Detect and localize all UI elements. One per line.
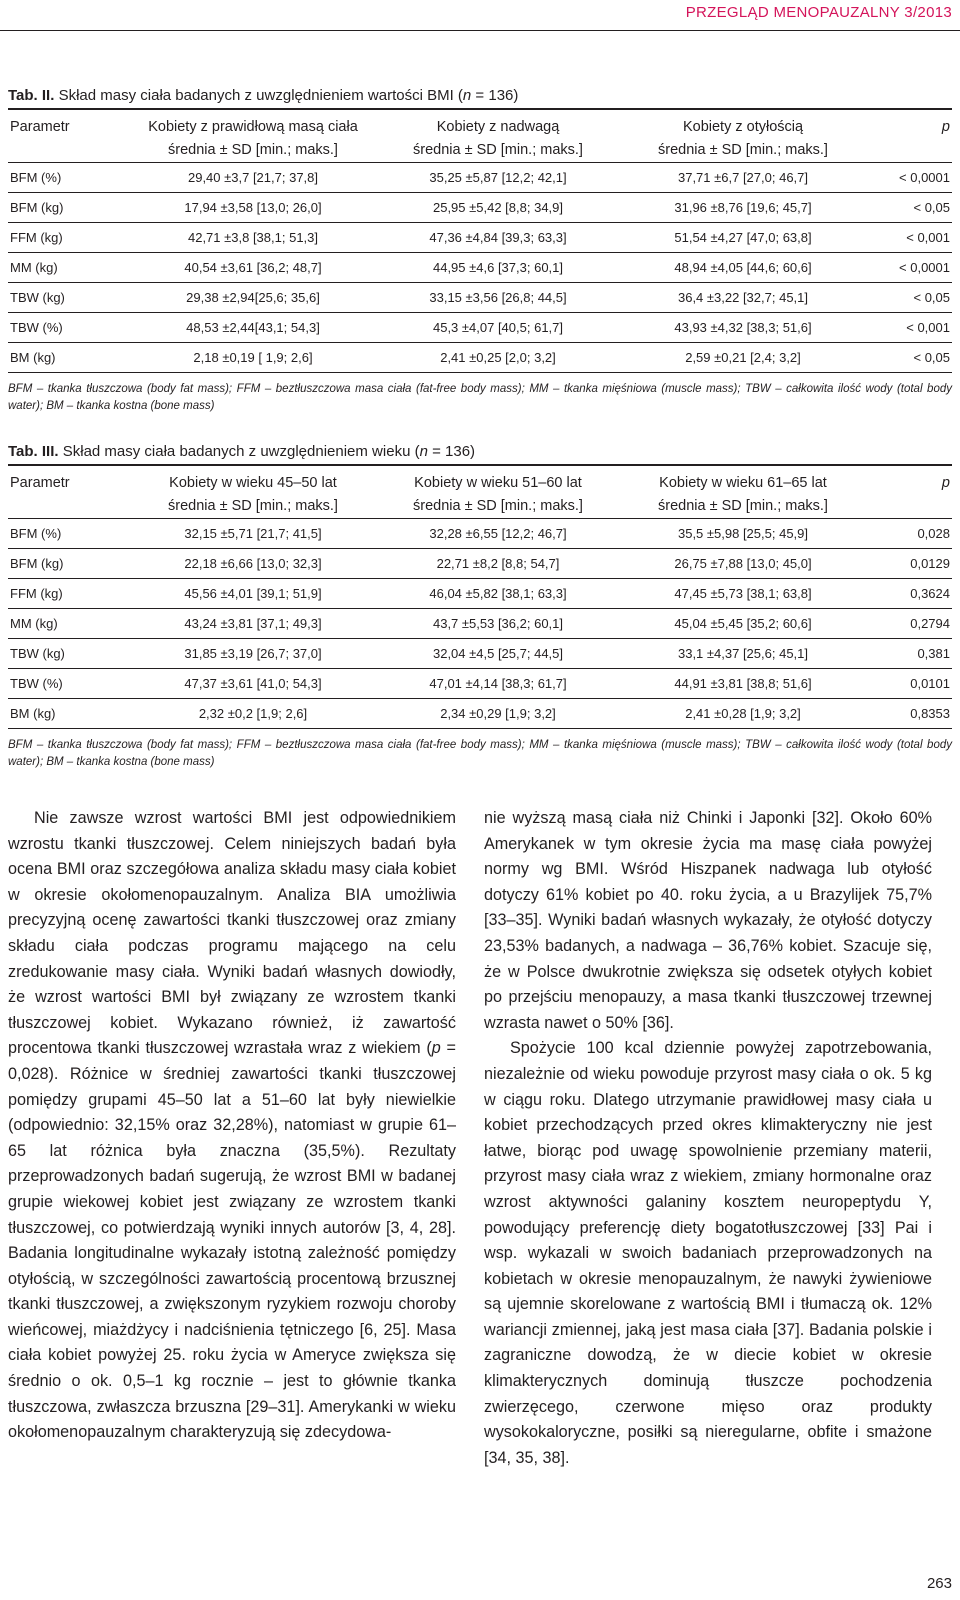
cell-col1: 32,15 ±5,71 [21,7; 41,5] bbox=[128, 519, 378, 549]
table-row bbox=[8, 313, 952, 343]
cell-col2: 47,01 ±4,14 [38,3; 61,7] bbox=[378, 669, 618, 699]
cell-col2: 2,34 ±0,29 [1,9; 3,2] bbox=[378, 699, 618, 729]
cell-col2: 32,28 ±6,55 [12,2; 46,7] bbox=[378, 519, 618, 549]
paragraph bbox=[8, 806, 456, 1446]
body-right-column bbox=[484, 806, 932, 1471]
cell-col1: 2,32 ±0,2 [1,9; 2,6] bbox=[128, 699, 378, 729]
paragraph-p-symbol: p bbox=[431, 1039, 441, 1058]
table-3-footnote: BFM – tkanka tłuszczowa (body fat mass); FFM – beztłuszczowa masa ciała (fat-free body mass); MM – tkanka mięśniowa (muscle mass); TBW – całkowita ilość wody (total body water); BM – tkanka kostna (bone mass) bbox=[8, 739, 952, 768]
table-2-footnote: BFM – tkanka tłuszczowa (body fat mass); FFM – beztłuszczowa masa ciała (fat-free body mass); MM – tkanka mięśniowa (muscle mass); TBW – całkowita ilość wody (total body water); BM – tkanka kostna (bone mass) bbox=[8, 383, 952, 412]
cell-parametr: BFM (kg) bbox=[8, 549, 128, 579]
table-3-header-col3: Kobiety w wieku 61–65 lat bbox=[618, 465, 868, 494]
cell-col1: 42,71 ±3,8 [38,1; 51,3] bbox=[128, 223, 378, 253]
table-3-subheader-col2: średnia ± SD [min.; maks.] bbox=[378, 494, 618, 519]
cell-parametr: BFM (kg) bbox=[8, 193, 128, 223]
cell-col2: 22,71 ±8,2 [8,8; 54,7] bbox=[378, 549, 618, 579]
cell-parametr: BFM (%) bbox=[8, 163, 128, 193]
table-3-title-n: n bbox=[419, 443, 428, 460]
cell-parametr: MM (kg) bbox=[8, 253, 128, 283]
cell-parametr: BFM (%) bbox=[8, 519, 128, 549]
table-3-subheader-col3: średnia ± SD [min.; maks.] bbox=[618, 494, 868, 519]
cell-col2: 2,41 ±0,25 [2,0; 3,2] bbox=[378, 343, 618, 373]
table-3-title-after: = 136) bbox=[427, 443, 476, 460]
cell-col3: 26,75 ±7,88 [13,0; 45,0] bbox=[618, 549, 868, 579]
cell-col3: 43,93 ±4,32 [38,3; 51,6] bbox=[618, 313, 868, 343]
table-2-header-parametr: Parametr bbox=[8, 109, 128, 138]
cell-parametr: TBW (%) bbox=[8, 669, 128, 699]
table-2-subheader-p-empty bbox=[868, 138, 952, 163]
paragraph: Spożycie 100 kcal dziennie powyżej zapotrzebowania, niezależnie od wieku powoduje przyrost masy ciała o ok. 5 kg w ciągu roku. Dlatego utrzymanie prawidłowej masy ciała u kobiet przechodzących przed okres klimakteryczny nie jest łatwe, biorąc pod uwagę spowolnienie przemiany materii, przyrost masy ciała wraz z wiekiem, zmiany hormonalne oraz wzrost aktywności galaniny kosztem neuropeptydu Y, powodujący preferencję diety bogatotłuszczowej [33] Pai i wsp. wykazali w swoich badaniach przeprowadzonych na kobietach w okresie menopauzalnym, że nawyki żywieniowe są ujemnie skorelowane z wartością BMI i tłumaczą ok. 12% wariancji zmiennej, jaką jest masa ciała [37]. Badania polskie i zagraniczne dowodzą, że w diecie kobiet w okresie klimakterycznych dominują tłuszcze pochodzenia zwierzęcego, czerwone mięso oraz produkty wysokokaloryczne, posiłki są nieregularne, obfite i smażone [34, 35, 38]. bbox=[484, 1039, 932, 1467]
table-3-subheader-empty bbox=[8, 494, 128, 519]
table-3-header-parametr: Parametr bbox=[8, 465, 128, 494]
table-2-title-before: Skład masy ciała badanych z uwzględnieniem wartości BMI ( bbox=[54, 87, 463, 104]
table-2-header-col2: Kobiety z nadwagą bbox=[378, 109, 618, 138]
header-rule bbox=[0, 30, 960, 31]
cell-col3: 48,94 ±4,05 [44,6; 60,6] bbox=[618, 253, 868, 283]
table-2-label: Tab. II. bbox=[8, 87, 55, 104]
cell-col1: 47,37 ±3,61 [41,0; 54,3] bbox=[128, 669, 378, 699]
page-header bbox=[0, 0, 960, 32]
table-3-header-col2: Kobiety w wieku 51–60 lat bbox=[378, 465, 618, 494]
cell-parametr: MM (kg) bbox=[8, 609, 128, 639]
table-3-grid bbox=[8, 464, 952, 729]
cell-p: < 0,001 bbox=[868, 313, 952, 343]
cell-p: < 0,05 bbox=[868, 343, 952, 373]
table-row bbox=[8, 639, 952, 669]
cell-p: < 0,05 bbox=[868, 283, 952, 313]
table-row bbox=[8, 579, 952, 609]
table-row bbox=[8, 163, 952, 193]
table-3-subheader-p-empty bbox=[868, 494, 952, 519]
cell-parametr: FFM (kg) bbox=[8, 579, 128, 609]
cell-parametr: FFM (kg) bbox=[8, 223, 128, 253]
cell-col2: 47,36 ±4,84 [39,3; 63,3] bbox=[378, 223, 618, 253]
table-3-caption bbox=[8, 440, 952, 464]
body-left-column bbox=[8, 806, 456, 1446]
cell-col1: 45,56 ±4,01 [39,1; 51,9] bbox=[128, 579, 378, 609]
cell-col3: 36,4 ±3,22 [32,7; 45,1] bbox=[618, 283, 868, 313]
table-2-subheader-empty bbox=[8, 138, 128, 163]
cell-col3: 2,59 ±0,21 [2,4; 3,2] bbox=[618, 343, 868, 373]
cell-col2: 44,95 ±4,6 [37,3; 60,1] bbox=[378, 253, 618, 283]
table-2-grid bbox=[8, 108, 952, 373]
table-row bbox=[8, 699, 952, 729]
cell-col2: 43,7 ±5,53 [36,2; 60,1] bbox=[378, 609, 618, 639]
table-2-header-col3: Kobiety z otyłością bbox=[618, 109, 868, 138]
table-row bbox=[8, 253, 952, 283]
table-row bbox=[8, 519, 952, 549]
paragraph-text-b: = 0,028). Różnice w średniej zawartości tkanki tłuszczowej pomiędzy grupami 45–50 lat a 51–60 lat były niewielkie (odpowiednio: 32,15% oraz 32,28%), natomiast w grupie 61–65 lat różnica była znaczna (35,5%). Rezultaty przeprowadzonych badań sugerują, że wzrost BMI w badanej grupie wiekowej kobiet jest związany ze wzrostem tkanki tłuszczowej, co potwierdzają wyniki innych autorów [3, 4, 28]. Badania longitudinalne wykazały istotną zależność pomiędzy otyłością, w szczególności zawartością procentową brzusznej tkanki tłuszczowej, a zwiększonym ryzykiem rozwoju choroby wieńcowej, miażdżycy i nadciśnienia tętniczego [6, 25]. Masa ciała kobiet powyżej 25. roku życia w Ameryce zwiększa się średnio o ok. 0,5–1 kg rocznie – jest to głównie tkanka tłuszczowa, zwłaszcza brzuszna [29–31]. Amerykanki w wieku okołomenopauzalnym charakteryzują się zdecydowa- bbox=[8, 1039, 457, 1442]
cell-p: 0,381 bbox=[868, 639, 952, 669]
cell-col1: 29,38 ±2,94[25,6; 35,6] bbox=[128, 283, 378, 313]
cell-col3: 33,1 ±4,37 [25,6; 45,1] bbox=[618, 639, 868, 669]
table-2-subheader-col2: średnia ± SD [min.; maks.] bbox=[378, 138, 618, 163]
cell-col3: 37,71 ±6,7 [27,0; 46,7] bbox=[618, 163, 868, 193]
table-3-subheader-col1: średnia ± SD [min.; maks.] bbox=[128, 494, 378, 519]
cell-p: < 0,05 bbox=[868, 193, 952, 223]
table-row bbox=[8, 609, 952, 639]
cell-col3: 2,41 ±0,28 [1,9; 3,2] bbox=[618, 699, 868, 729]
cell-col3: 31,96 ±8,76 [19,6; 45,7] bbox=[618, 193, 868, 223]
paragraph-text-a: Nie zawsze wzrost wartości BMI jest odpowiednikiem wzrostu tkanki tłuszczowej. Celem niniejszych badań była ocena BMI oraz szczegółowa analiza składu masy ciała kobiet w okresie okołomenopauzalnym. Analiza BIA umożliwia precyzyjną ocenę zawartości tkanki tłuszczowej oraz zmiany składu ciała podczas programu mającego na celu zredukowanie masy ciała. Wyniki badań własnych dowiodły, że wzrost wartości BMI był związany ze wzrostem tkanki tłuszczowej kobiet. Wykazano również, iż zawartość procentowa tkanki tłuszczowej wzrastała wraz z wiekiem ( bbox=[8, 809, 456, 1058]
page-number: 263 bbox=[926, 1575, 952, 1592]
table-2 bbox=[8, 84, 952, 415]
table-row bbox=[8, 669, 952, 699]
cell-col1: 40,54 ±3,61 [36,2; 48,7] bbox=[128, 253, 378, 283]
cell-col1: 31,85 ±3,19 [26,7; 37,0] bbox=[128, 639, 378, 669]
cell-parametr: TBW (kg) bbox=[8, 639, 128, 669]
cell-col3: 35,5 ±5,98 [25,5; 45,9] bbox=[618, 519, 868, 549]
table-2-header-p: p bbox=[868, 109, 952, 138]
cell-col3: 45,04 ±5,45 [35,2; 60,6] bbox=[618, 609, 868, 639]
cell-parametr: BM (kg) bbox=[8, 343, 128, 373]
cell-p: < 0,0001 bbox=[868, 163, 952, 193]
cell-p: 0,3624 bbox=[868, 579, 952, 609]
table-3-label: Tab. III. bbox=[8, 443, 59, 460]
cell-col1: 2,18 ±0,19 [ 1,9; 2,6] bbox=[128, 343, 378, 373]
cell-p: < 0,001 bbox=[868, 223, 952, 253]
table-3-header-p: p bbox=[868, 465, 952, 494]
cell-col3: 44,91 ±3,81 [38,8; 51,6] bbox=[618, 669, 868, 699]
journal-title: PRZEGLĄD MENOPAUZALNY 3/2013 bbox=[685, 4, 952, 21]
table-row bbox=[8, 549, 952, 579]
table-3 bbox=[8, 440, 952, 771]
table-2-caption bbox=[8, 84, 952, 108]
cell-p: 0,0129 bbox=[868, 549, 952, 579]
cell-col1: 48,53 ±2,44[43,1; 54,3] bbox=[128, 313, 378, 343]
cell-p: 0,2794 bbox=[868, 609, 952, 639]
cell-col1: 17,94 ±3,58 [13,0; 26,0] bbox=[128, 193, 378, 223]
cell-col3: 47,45 ±5,73 [38,1; 63,8] bbox=[618, 579, 868, 609]
table-3-title-before: Skład masy ciała badanych z uwzględnieniem wieku ( bbox=[58, 443, 420, 460]
cell-parametr: TBW (kg) bbox=[8, 283, 128, 313]
table-row bbox=[8, 223, 952, 253]
cell-col1: 29,40 ±3,7 [21,7; 37,8] bbox=[128, 163, 378, 193]
cell-p: 0,0101 bbox=[868, 669, 952, 699]
table-2-subheader-col3: średnia ± SD [min.; maks.] bbox=[618, 138, 868, 163]
paragraph: nie wyższą masą ciała niż Chinki i Japonki [32]. Około 60% Amerykanek w tym okresie życia ma masę ciała powyżej normy wg BMI. Wśród Hiszpanek nadwaga lub otyłość dotyczy 61% kobiet po 40. roku życia, a u Brazylijek 75,7% [33–35]. Wyniki badań własnych wykazały, że otyłość dotyczy 23,53% badanych, a nadwaga – 36,76% kobiet. Szacuje się, że w Polsce dwukrotnie zwiększa się odsetek otyłych kobiet po przejściu menopauzy, a masa tkanki tłuszczowej trzewnej wzrasta nawet o 50% [36]. bbox=[484, 809, 932, 1032]
cell-parametr: TBW (%) bbox=[8, 313, 128, 343]
cell-col2: 33,15 ±3,56 [26,8; 44,5] bbox=[378, 283, 618, 313]
cell-p: 0,8353 bbox=[868, 699, 952, 729]
cell-p: 0,028 bbox=[868, 519, 952, 549]
cell-col2: 45,3 ±4,07 [40,5; 61,7] bbox=[378, 313, 618, 343]
table-2-title-after: = 136) bbox=[471, 87, 519, 104]
cell-parametr: BM (kg) bbox=[8, 699, 128, 729]
cell-col2: 32,04 ±4,5 [25,7; 44,5] bbox=[378, 639, 618, 669]
table-row bbox=[8, 283, 952, 313]
cell-p: < 0,0001 bbox=[868, 253, 952, 283]
table-2-header-col1: Kobiety z prawidłową masą ciała bbox=[128, 109, 378, 138]
cell-col3: 51,54 ±4,27 [47,0; 63,8] bbox=[618, 223, 868, 253]
table-3-header-col1: Kobiety w wieku 45–50 lat bbox=[128, 465, 378, 494]
cell-col2: 35,25 ±5,87 [12,2; 42,1] bbox=[378, 163, 618, 193]
table-2-subheader-col1: średnia ± SD [min.; maks.] bbox=[128, 138, 378, 163]
table-row bbox=[8, 193, 952, 223]
cell-col1: 43,24 ±3,81 [37,1; 49,3] bbox=[128, 609, 378, 639]
cell-col2: 25,95 ±5,42 [8,8; 34,9] bbox=[378, 193, 618, 223]
table-2-title-n: n bbox=[462, 87, 472, 104]
cell-col2: 46,04 ±5,82 [38,1; 63,3] bbox=[378, 579, 618, 609]
table-row bbox=[8, 343, 952, 373]
cell-col1: 22,18 ±6,66 [13,0; 32,3] bbox=[128, 549, 378, 579]
